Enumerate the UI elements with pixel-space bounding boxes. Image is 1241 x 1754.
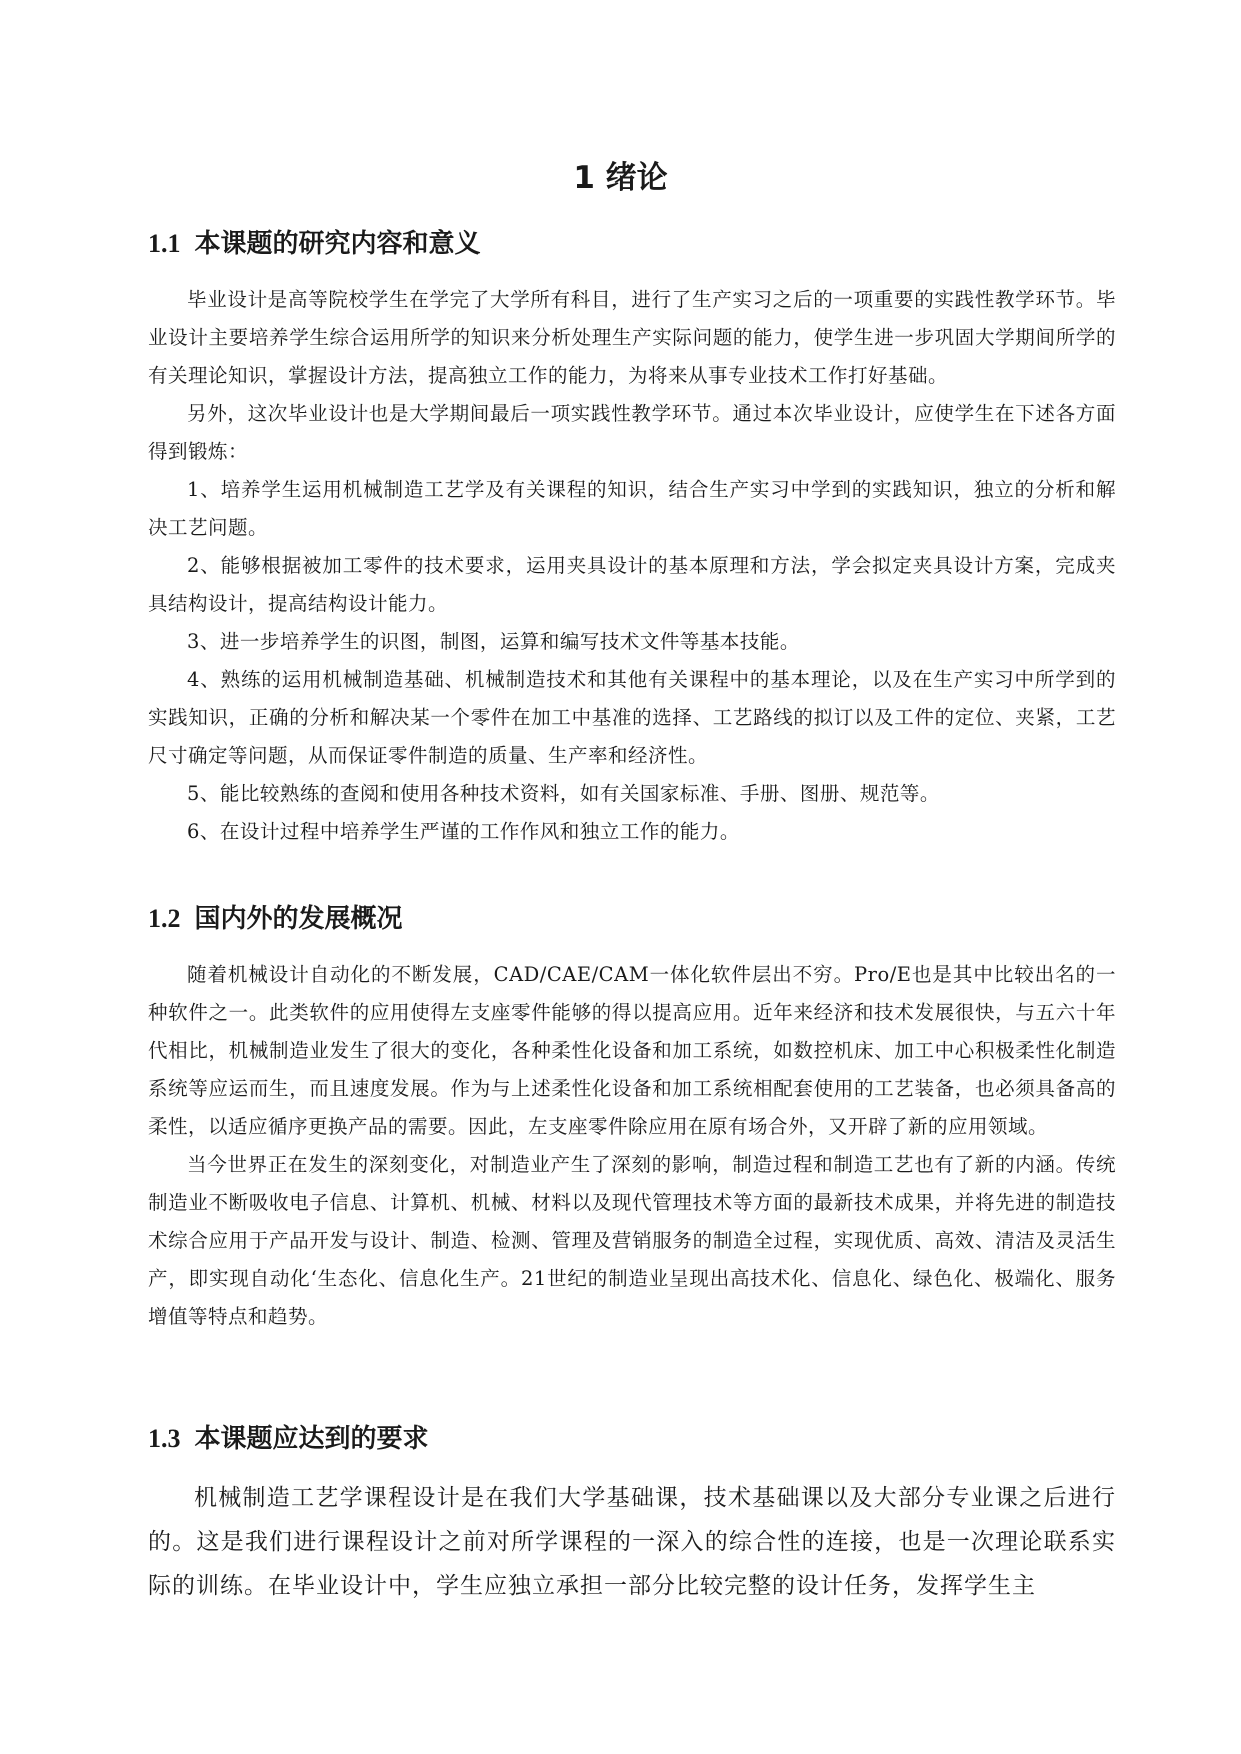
list-item: 5、能比较熟练的查阅和使用各种技术资料，如有关国家标准、手册、图册、规范等。 xyxy=(187,782,940,805)
list-item: 1、培养学生运用机械制造工艺学及有关课程的知识，结合生产实习中学到的实践知识，独立的分析和解决工艺问题。 xyxy=(148,478,1116,539)
section-heading-1-2 xyxy=(148,901,403,937)
section-heading-1-1 xyxy=(148,226,481,262)
list-item: 2、能够根据被加工零件的技术要求，运用夹具设计的基本原理和方法，学会拟定夹具设计方案，完成夹具结构设计，提高结构设计能力。 xyxy=(148,554,1116,615)
section-heading-1-3 xyxy=(148,1421,429,1457)
section-title: 本课题应达到的要求 xyxy=(194,1424,429,1454)
section-title: 本课题的研究内容和意义 xyxy=(194,229,481,259)
section-number: 1.1 xyxy=(148,229,181,258)
paragraph: 当今世界正在发生的深刻变化，对制造业产生了深刻的影响，制造过程和制造工艺也有了新的内涵。传统制造业不断吸收电子信息、计算机、机械、材料以及现代管理技术等方面的最新技术成果，并将先进的制造技术综合应用于产品开发与设计、制造、检测、管理及营销服务的制造全过程，实现优质、高效、清洁及灵活生产，即实现自动化‘生态化、信息化生产。21世纪的制造业呈现出高技术化、信息化、绿色化、极端化、服务增值等特点和趋势。 xyxy=(148,1153,1116,1328)
paragraph: 毕业设计是高等院校学生在学完了大学所有科目，进行了生产实习之后的一项重要的实践性教学环节。毕业设计主要培养学生综合运用所学的知识来分析处理生产实际问题的能力，使学生进一步巩固大学期间所学的有关理论知识，掌握设计方法，提高独立工作的能力，为将来从事专业技术工作打好基础。 xyxy=(148,288,1116,387)
paragraph: 机械制造工艺学课程设计是在我们大学基础课，技术基础课以及大部分专业课之后进行的。这是我们进行课程设计之前对所学课程的一深入的综合性的连接，也是一次理论联系实际的训练。在毕业设计中，学生应独立承担一部分比较完整的设计任务，发挥学生主 xyxy=(148,1485,1116,1599)
section-1-2-body xyxy=(148,956,1116,1336)
list-item: 6、在设计过程中培养学生严谨的工作作风和独立工作的能力。 xyxy=(187,820,740,843)
list-item: 3、进一步培养学生的识图，制图，运算和编写技术文件等基本技能。 xyxy=(187,630,800,653)
section-1-3-body xyxy=(148,1476,1116,1608)
paragraph: 随着机械设计自动化的不断发展，CAD/CAE/CAM一体化软件层出不穷。Pro/E也是其中比较出名的一种软件之一。此类软件的应用使得左支座零件能够的得以提高应用。近年来经济和技术发展很快，与五六十年代相比，机械制造业发生了很大的变化，各种柔性化设备和加工系统，如数控机床、加工中心积极柔性化制造系统等应运而生，而且速度发展。作为与上述柔性化设备和加工系统相配套使用的工艺装备，也必须具备高的柔性，以适应循序更换产品的需要。因此，左支座零件除应用在原有场合外，又开辟了新的应用领域。 xyxy=(148,963,1116,1138)
list-item: 4、熟练的运用机械制造基础、机械制造技术和其他有关课程中的基本理论，以及在生产实习中所学到的实践知识，正确的分析和解决某一个零件在加工中基准的选择、工艺路线的拟订以及工件的定位、夹紧，工艺尺寸确定等问题，从而保证零件制造的质量、生产率和经济性。 xyxy=(148,668,1116,767)
section-number: 1.2 xyxy=(148,904,181,933)
section-number: 1.3 xyxy=(148,1424,181,1453)
section-1-1-body xyxy=(148,281,1116,851)
section-title: 国内外的发展概况 xyxy=(194,904,403,934)
paragraph: 另外，这次毕业设计也是大学期间最后一项实践性教学环节。通过本次毕业设计，应使学生在下述各方面得到锻炼： xyxy=(148,402,1116,463)
chapter-title: 1 绪论 xyxy=(573,160,668,196)
